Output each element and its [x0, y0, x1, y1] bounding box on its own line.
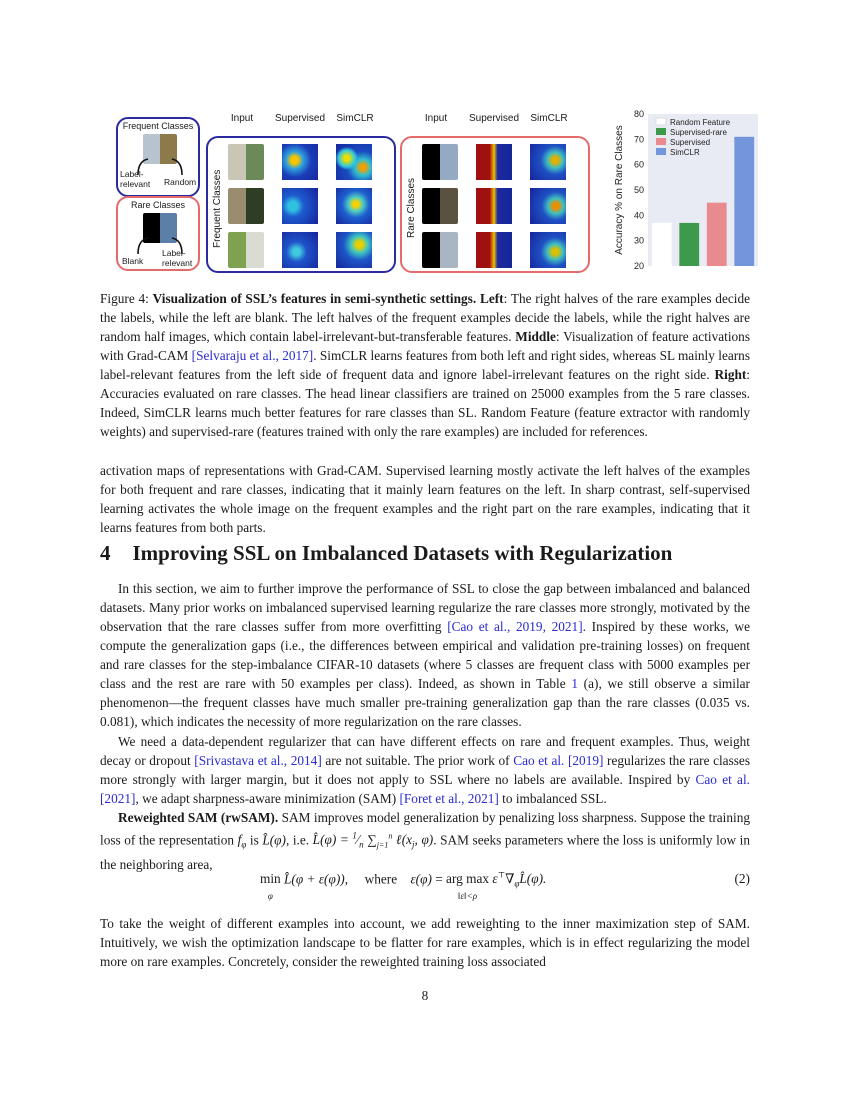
rare-input-image — [422, 144, 458, 180]
citation-foret[interactable]: [Foret et al., 2021] — [399, 791, 499, 806]
y-tick-label: 60 — [633, 159, 644, 170]
bar-supervised — [707, 203, 727, 266]
math-l-hat: L̂(φ) — [262, 832, 286, 848]
frequent-simclr-heatmap — [336, 144, 372, 180]
rare-simclr-heatmap — [530, 232, 566, 268]
equation-number: (2) — [734, 871, 750, 886]
p2-text-b: . Inspired by these works, we compute the generalization gaps (i.e., the differences between empirical and validation pre-training losses) on frequent and rare classes for the step-imbalance CIFAR-10 datasets (where 5 classes are frequent class with 5000 examples per class and the rest are rare with 50 examples per class). Indeed, as shown in Table — [100, 619, 750, 691]
frequent-input-image — [228, 232, 264, 268]
rare-input-image — [422, 188, 458, 224]
section-title: Improving SSL on Imbalanced Datasets with Regularization — [132, 541, 673, 565]
citation-selvaraju[interactable]: [Selvaraju et al., 2017] — [191, 348, 314, 363]
paragraph-regularizer — [100, 732, 750, 808]
accuracy-bar-chart — [610, 108, 760, 278]
legend-swatch — [656, 128, 666, 135]
page-number: 8 — [421, 988, 429, 1003]
paragraph-reweighting: To take the weight of different examples into account, we add reweighting to the inner maximization step of SAM. Intuitively, we wish the optimization landscape to be flatter for rare examples, which is in effect regularizing the model more on rare examples. Concretely, consider the reweighted training loss associated — [100, 916, 750, 969]
rare-input-image — [422, 232, 458, 268]
rare-supervised-heatmap — [476, 188, 512, 224]
frequent-label-relevant: Label- relevant — [120, 169, 151, 189]
caption-left-head: Left — [479, 291, 504, 306]
col-supervised-rare: Supervised — [468, 113, 520, 124]
p2-text-a: In this section, we aim to further improve the performance of SSL to close the gap between imbalanced and balanced datasets. Many prior works on imbalanced supervised learning regularize the rare classes more strongly, motivated by the observation that the rare classes suffer from more overfitting — [100, 581, 750, 634]
y-tick-label: 40 — [633, 210, 644, 221]
y-tick-label: 20 — [633, 261, 644, 271]
bar-simclr — [734, 137, 754, 266]
bar-supervised-rare — [679, 223, 699, 266]
p4-text-3: , i.e. — [285, 832, 313, 848]
col-simclr-frequent: SimCLR — [336, 113, 374, 124]
rare-supervised-heatmap — [476, 232, 512, 268]
frequent-random: Random — [164, 177, 197, 187]
caption-right-text: : Accuracies evaluated on rare classes. The head linear classifiers are trained on 25000 examples from the 5 rare classes. Indeed, SimCLR learns much better features for rare classes than SL. Random Feature (feature extractor with randomly weights) and supervised-rare (features trained with only the rare examples) are included for references. — [100, 367, 750, 439]
math-f-phi: $f_\varphi$ — [237, 832, 247, 851]
col-input-frequent: Input — [230, 113, 254, 124]
citation-srivastava[interactable]: [Srivastava et al., 2014] — [194, 753, 322, 768]
caption-middle-head: Middle — [515, 329, 556, 344]
frequent-classes-box — [116, 117, 200, 197]
col-supervised-frequent: Supervised — [274, 113, 326, 124]
frequent-simclr-heatmap — [336, 188, 372, 224]
caption-middle-text-2: . SimCLR learns features from both left and right sides, whereas SL mainly learns label-relevant features from the left side of frequent data and ignore label-irrelevant features on the right side. — [100, 348, 750, 382]
legend-label: Random Feature — [670, 118, 731, 127]
rare-supervised-heatmap — [476, 144, 512, 180]
y-tick-label: 70 — [633, 134, 644, 145]
frequent-row-label: Frequent Classes — [212, 169, 223, 248]
rare-label-relevant: Label- relevant — [162, 248, 193, 268]
p2-text-c: (a), we still observe a similar phenomenon—the frequent classes have much smaller pre-training generalization gap than the rare classes (0.035 vs. 0.081), which indicates the necessity of more regularization on the rare classes. — [100, 676, 750, 729]
rare-classes-box — [116, 196, 200, 271]
p4-text-4: . SAM seeks parameters where the loss is uniformly low in the neighboring area, — [100, 832, 750, 873]
bar-random-feature — [652, 223, 672, 266]
rare-simclr-heatmap — [530, 188, 566, 224]
rare-simclr-heatmap — [530, 144, 566, 180]
frequent-heatmap-panel — [206, 136, 396, 273]
paragraph-rwsam — [100, 808, 750, 874]
paragraph-intro — [100, 579, 750, 731]
frequent-input-image — [228, 144, 264, 180]
rare-heatmap-panel — [400, 136, 590, 273]
frequent-supervised-heatmap — [282, 144, 318, 180]
citation-cao-2021[interactable]: Cao et al. [2021] — [100, 772, 750, 806]
caption-right-head: Right — [714, 367, 747, 382]
legend-swatch — [656, 118, 666, 125]
paragraph-gradcam: activation maps of representations with Grad-CAM. Supervised learning mostly activate the left halves of the examples for both frequent and rare classes, indicating that it mainly learn features on the left. In sharp contrast, self-supervised learning activates the whole image on the frequent examples and the right part on the rare examples, indicating that it learns features from both parts. — [100, 463, 750, 535]
y-tick-label: 80 — [633, 109, 644, 119]
frequent-input-image — [228, 188, 264, 224]
frequent-simclr-heatmap — [336, 232, 372, 268]
p4-text-2: is — [246, 832, 263, 848]
citation-cao-2019[interactable]: Cao et al. [2019] — [513, 753, 604, 768]
p3-text-c: regularizes the rare classes more strongly with larger margin, but it does not apply to SSL where no labels are available. Inspired by — [100, 753, 751, 787]
legend-swatch — [656, 138, 666, 145]
legend-label: SimCLR — [670, 148, 700, 157]
table-1-link[interactable]: 1 — [571, 676, 578, 691]
rare-row-label: Rare Classes — [406, 177, 417, 238]
col-input-rare: Input — [424, 113, 448, 124]
y-tick-label: 30 — [633, 235, 644, 246]
p3-text-d: , we adapt sharpness-aware minimization (SAM) — [135, 791, 400, 806]
rwsam-heading: Reweighted SAM (rwSAM). — [118, 810, 279, 825]
frequent-supervised-heatmap — [282, 232, 318, 268]
legend-label: Supervised — [670, 138, 711, 147]
figure-4 — [110, 108, 760, 278]
section-heading — [100, 541, 672, 566]
p3-text-e: to imbalanced SSL. — [498, 791, 607, 806]
rare-box-title: Rare Classes — [130, 200, 186, 210]
y-tick-label: 50 — [633, 185, 644, 195]
frequent-supervised-heatmap — [282, 188, 318, 224]
legend-swatch — [656, 148, 666, 155]
frequent-box-title: Frequent Classes — [122, 121, 194, 131]
p3-text-a: We need a data-dependent regularizer that can have different effects on rare and frequent examples. Thus, weight decay or dropout — [100, 734, 750, 768]
caption-title: Visualization of SSL’s features in semi-synthetic settings. — [152, 291, 477, 306]
math-l-hat-def: L̂(φ) = $^1⁄_n$ $\sum_{j=1}^n$ $\ell(x_j$, φ) — [312, 831, 434, 851]
y-axis-label: Accuracy % on Rare Classes — [614, 125, 625, 255]
caption-label: Figure 4: — [100, 291, 149, 306]
equation-body: min φ L̂(φ + ε(φ)), where ε(φ) = arg max ‖ε‖<ρ $\varepsilon^⊤\nabla_\varphi L̂(\varphi)$. — [260, 871, 547, 901]
caption-middle-text-1: : Visualization of feature activations with Grad-CAM — [100, 329, 750, 363]
section-number: 4 — [100, 541, 111, 565]
figure-caption — [100, 289, 750, 441]
p3-text-b: are not suitable. The prior work of — [321, 753, 514, 768]
citation-cao-2019-2021[interactable]: [Cao et al., 2019, 2021] — [447, 619, 583, 634]
p4-text-1: SAM improves model generalization by penalizing loss sharpness. Suppose the training loss of the representation — [100, 810, 750, 848]
legend-label: Supervised-rare — [670, 128, 727, 137]
col-simclr-rare: SimCLR — [530, 113, 568, 124]
caption-left-text: : The right halves of the rare examples decide the labels, while the left are blank. The left halves of the frequent examples decide the labels, while the right halves are random half images, which contain label-irrelevant-but-transferable features. — [100, 291, 751, 344]
rare-blank: Blank — [122, 256, 144, 266]
